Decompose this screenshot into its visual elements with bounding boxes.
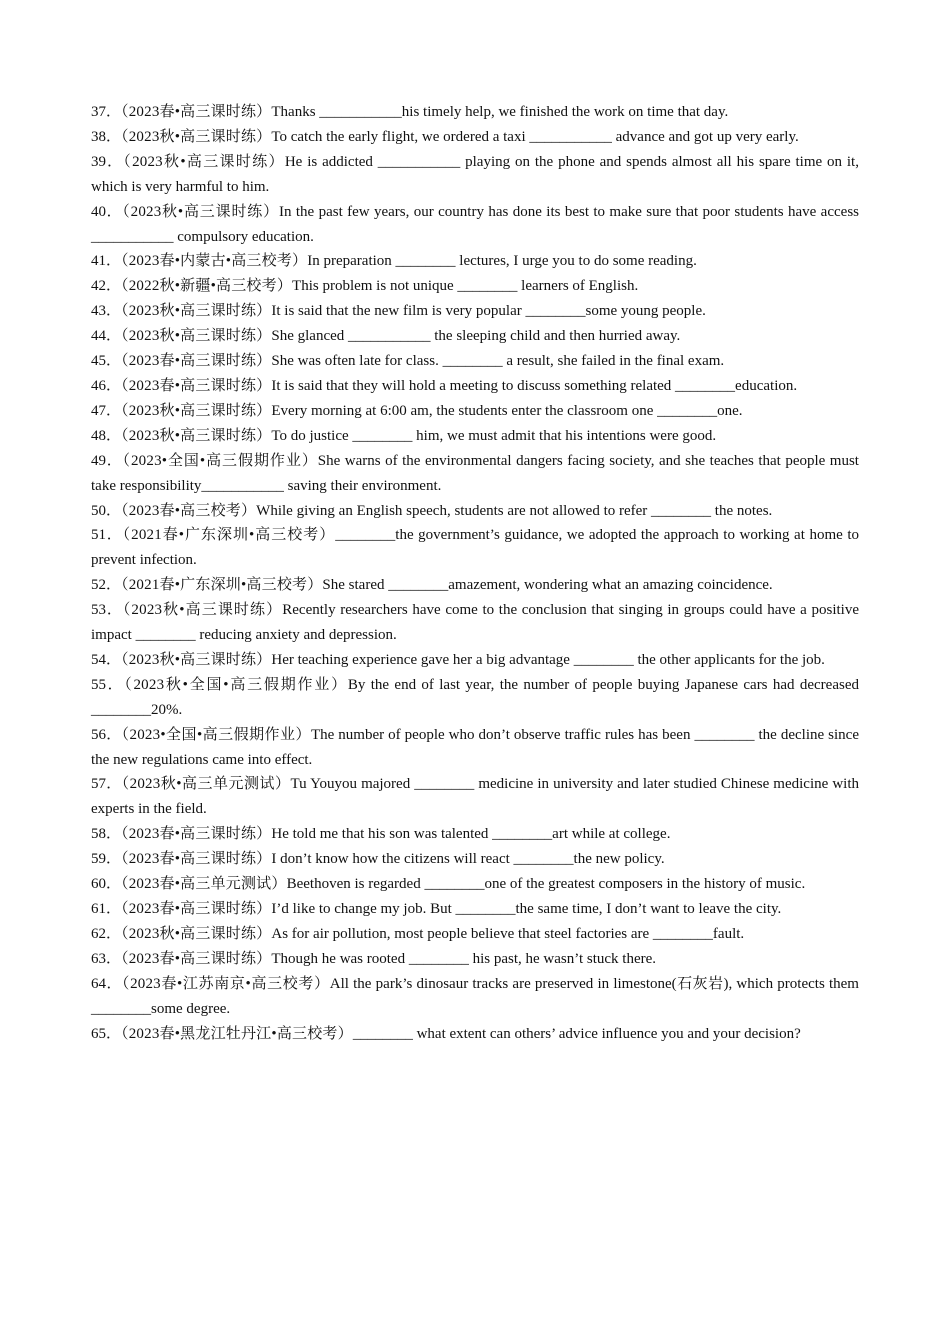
question-number: 60． <box>91 876 122 893</box>
question-text: ________the government’s guidance, we adopted the approach to working at home to prevent infection. <box>91 527 859 569</box>
question-text: All the park’s dinosaur tracks are preserved in limestone(石灰岩), which protects them ________some degree. <box>91 975 859 1017</box>
question-source: （2023秋•高三课时练） <box>121 427 272 444</box>
question-58 <box>91 822 859 847</box>
question-41 <box>91 249 859 274</box>
question-text: Tu Youyou majored ________ medicine in university and later studied Chinese medicine with experts in the field. <box>91 776 859 818</box>
question-37 <box>91 100 859 125</box>
question-number: 62． <box>91 925 122 942</box>
question-number: 57． <box>91 776 122 793</box>
question-text: This problem is not unique ________ learners of English. <box>292 278 639 295</box>
question-text: In preparation ________ lectures, I urge you to do some reading. <box>307 253 697 270</box>
question-text: In the past few years, our country has done its best to make sure that poor students have access ___________ compulsory education. <box>91 203 859 245</box>
question-52 <box>91 573 859 598</box>
question-61 <box>91 897 859 922</box>
question-source: （2022秋•新疆•高三校考） <box>121 278 293 295</box>
question-text: The number of people who don’t observe traffic rules has been ________ the decline since the new regulations came into effect. <box>91 726 859 768</box>
question-62 <box>91 922 859 947</box>
question-text: To do justice ________ him, we must admit that his intentions were good. <box>271 427 717 444</box>
question-number: 38． <box>91 128 122 145</box>
question-46 <box>91 374 859 399</box>
question-source: （2023秋•高三课时练） <box>122 203 279 220</box>
question-source: （2023春•高三校考） <box>121 502 257 519</box>
question-source: （2023春•内蒙古•高三校考） <box>121 253 308 270</box>
question-45 <box>91 349 859 374</box>
question-source: （2023秋•高三课时练） <box>121 651 272 668</box>
question-number: 48． <box>91 427 122 444</box>
question-number: 52． <box>91 577 122 594</box>
question-source: （2023秋•全国•高三假期作业） <box>124 676 348 693</box>
question-number: 58． <box>91 826 122 843</box>
question-source: （2023秋•高三课时练） <box>123 153 285 170</box>
question-source: （2023秋•高三单元测试） <box>121 776 291 793</box>
question-text: As for air pollution, most people believe that steel factories are ________fault. <box>271 925 745 942</box>
question-text: Every morning at 6:00 am, the students enter the classroom one ________one. <box>271 402 743 419</box>
question-number: 56． <box>91 726 122 743</box>
question-source: （2023秋•高三课时练） <box>121 402 272 419</box>
question-44 <box>91 324 859 349</box>
question-text: He is addicted ___________ playing on the phone and spends almost all his spare time on it, which is very harmful to him. <box>91 153 859 195</box>
question-text: It is said that the new film is very popular ________some young people. <box>271 303 706 320</box>
question-number: 50． <box>91 502 122 519</box>
question-source: （2023春•黑龙江牡丹江•高三校考） <box>121 1025 353 1042</box>
question-source: （2023春•高三课时练） <box>121 950 272 967</box>
question-text: Recently researchers have come to the conclusion that singing in groups could have a positive impact ________ reducing anxiety and depression. <box>91 602 859 644</box>
question-source: （2023春•江苏南京•高三校考） <box>121 975 330 992</box>
question-text: To catch the early flight, we ordered a taxi ___________ advance and got up very early. <box>271 128 799 145</box>
question-65 <box>91 1022 859 1047</box>
question-number: 63． <box>91 950 122 967</box>
question-number: 51． <box>91 527 123 544</box>
question-number: 53． <box>91 602 123 619</box>
question-number: 44． <box>91 328 122 345</box>
question-source: （2023•全国•高三假期作业） <box>122 452 318 469</box>
question-number: 64． <box>91 975 122 992</box>
question-56 <box>91 723 859 773</box>
question-42 <box>91 274 859 299</box>
question-number: 49． <box>91 452 123 469</box>
question-source: （2023春•高三课时练） <box>121 901 272 917</box>
question-53 <box>91 598 859 648</box>
question-55 <box>91 673 859 723</box>
question-64 <box>91 972 859 1022</box>
question-47 <box>91 399 859 424</box>
question-text: She was often late for class. ________ a result, she failed in the final exam. <box>271 353 725 370</box>
question-text: While giving an English speech, students are not allowed to refer ________ the notes. <box>256 502 773 519</box>
question-60 <box>91 872 859 897</box>
question-38 <box>91 125 859 150</box>
question-number: 55． <box>91 676 125 693</box>
question-number: 59． <box>91 851 122 868</box>
question-source: （2021春•广东深圳•高三校考） <box>121 577 323 594</box>
question-number: 39． <box>91 153 124 170</box>
question-text: By the end of last year, the number of people buying Japanese cars had decreased ________20%. <box>91 676 859 718</box>
question-54 <box>91 648 859 673</box>
question-source: （2023秋•高三课时练） <box>122 602 283 619</box>
question-text: ________ what extent can others’ advice influence you and your decision? <box>352 1025 801 1042</box>
question-source: （2021春•广东深圳•高三校考） <box>122 527 336 544</box>
question-text: She stared ________amazement, wondering what an amazing coincidence. <box>322 577 773 594</box>
question-text: It is said that they will hold a meeting to discuss something related ________education. <box>271 377 798 394</box>
question-text: Thanks ___________his timely help, we finished the work on time that day. <box>271 104 729 120</box>
question-text: I’d like to change my job. But ________the same time, I don’t want to leave the city. <box>271 901 782 917</box>
question-source: （2023•全国•高三假期作业） <box>121 726 311 743</box>
question-number: 47． <box>91 402 122 419</box>
question-text: I don’t know how the citizens will react ________the new policy. <box>271 851 665 868</box>
question-source: （2023秋•高三课时练） <box>121 303 272 320</box>
question-number: 42． <box>91 278 122 295</box>
question-source: （2023春•高三课时练） <box>121 377 272 394</box>
question-source: （2023春•高三课时练） <box>121 851 272 868</box>
question-48 <box>91 424 859 449</box>
question-57 <box>91 772 859 822</box>
question-source: （2023秋•高三课时练） <box>121 925 272 942</box>
question-source: （2023春•高三课时练） <box>121 826 272 843</box>
question-number: 45． <box>91 353 122 370</box>
question-63 <box>91 947 859 972</box>
question-text: He told me that his son was talented ________art while at college. <box>271 826 671 843</box>
question-source: （2023秋•高三课时练） <box>121 128 272 145</box>
question-43 <box>91 299 859 324</box>
question-number: 43． <box>91 303 122 320</box>
question-number: 65． <box>91 1025 122 1042</box>
question-text: She glanced ___________ the sleeping child and then hurried away. <box>271 328 681 345</box>
question-49 <box>91 449 859 499</box>
question-source: （2023春•高三课时练） <box>121 353 272 370</box>
question-59 <box>91 847 859 872</box>
question-number: 46． <box>91 377 122 394</box>
question-number: 61． <box>91 901 122 917</box>
question-text: Though he was rooted ________ his past, he wasn’t stuck there. <box>271 950 657 967</box>
question-40 <box>91 200 859 250</box>
question-text: Beethoven is regarded ________one of the greatest composers in the history of music. <box>286 876 806 893</box>
question-number: 37． <box>91 104 122 120</box>
question-list <box>91 100 859 1046</box>
question-50 <box>91 499 859 524</box>
question-text: She warns of the environmental dangers facing society, and she teaches that people must take responsibility___________ saving their environment. <box>91 452 859 494</box>
question-number: 54． <box>91 651 122 668</box>
question-number: 40． <box>91 203 123 220</box>
question-source: （2023春•高三单元测试） <box>121 876 287 893</box>
question-39 <box>91 150 859 200</box>
question-source: （2023春•高三课时练） <box>121 104 272 120</box>
question-number: 41． <box>91 253 122 270</box>
question-text: Her teaching experience gave her a big advantage ________ the other applicants for the job. <box>271 651 825 668</box>
question-51 <box>91 523 859 573</box>
question-source: （2023秋•高三课时练） <box>121 328 272 345</box>
